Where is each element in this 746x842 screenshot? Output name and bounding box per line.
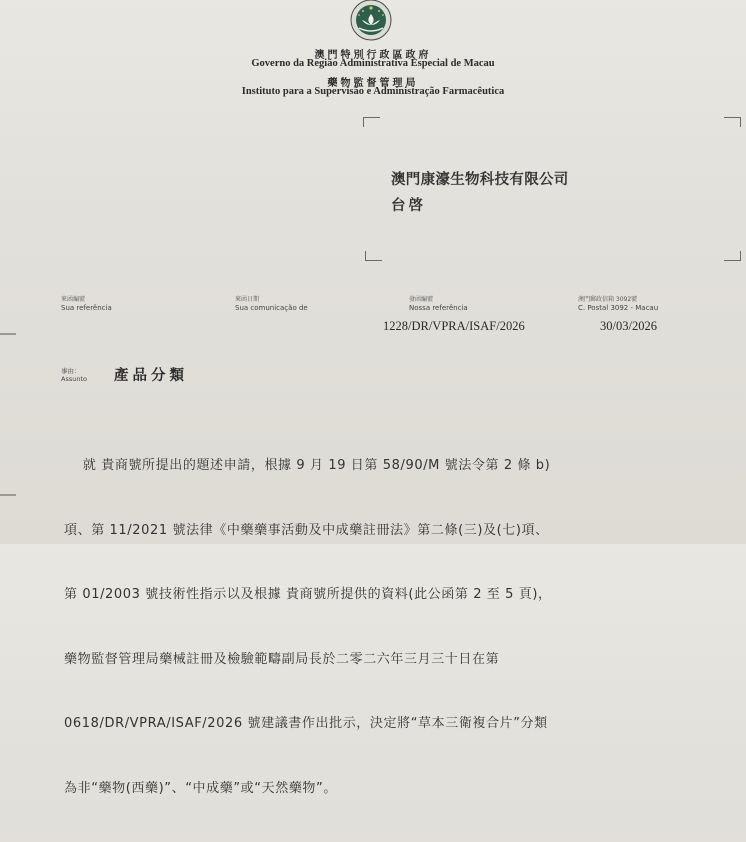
ref-label-cn: 來函編號 xyxy=(61,296,86,303)
fold-mark xyxy=(0,494,16,496)
body-line: 藥物監督管理局藥械註冊及檢驗範疇副局長於二零二六年三月三十日在第 xyxy=(64,651,500,667)
macau-emblem-icon xyxy=(343,0,399,44)
body-line: 就 貴商號所提出的題述申請，根據 9 月 19 日第 58/90/M 號法令第 2 條 b) xyxy=(64,458,551,473)
body-line: 項、第 11/2021 號法律《中藥藥事活動及中成藥註冊法》第二條(三)及(七)項、 xyxy=(64,522,549,538)
our-reference-number: 1228/DR/VPRA/ISAF/2026 xyxy=(383,319,525,333)
ref-label-pt: Nossa referência xyxy=(409,304,468,312)
subject-label xyxy=(61,367,87,383)
address-window-corner-bottom-right xyxy=(724,251,741,261)
government-name-pt: Governo da Região Administrativa Especial de Macau xyxy=(251,58,495,69)
ref-label-pt: Sua referência xyxy=(61,304,112,312)
ref-block-postal xyxy=(578,295,658,313)
letter-date: 30/03/2026 xyxy=(600,319,657,333)
recipient-salutation: 台啓 xyxy=(391,198,426,214)
address-window-corner-top-left xyxy=(363,117,380,127)
address-window-corner-bottom-left xyxy=(365,251,382,261)
ref-label-cn: 來函日期 xyxy=(235,296,260,303)
ref-block-your-communication xyxy=(235,295,308,313)
ref-label-pt: Sua comunicação de xyxy=(235,304,308,312)
subject-label-pt: Assunto xyxy=(61,375,87,383)
subject-text: 產品分類 xyxy=(114,368,188,384)
letter-body xyxy=(64,412,744,842)
address-window-corner-top-right xyxy=(724,117,741,127)
body-line: 0618/DR/VPRA/ISAF/2026 號建議書作出批示，決定將“草本三衛複合片”分類 xyxy=(64,716,548,731)
ref-label-cn: 澳門郵政信箱 3092號 xyxy=(578,296,638,303)
institute-name-cn: 藥物監督管理局 xyxy=(327,78,419,89)
subject-label-cn: 事由： xyxy=(61,367,81,375)
recipient-name: 澳門康濠生物科技有限公司 xyxy=(391,172,569,188)
ref-label-pt: C. Postal 3092 - Macau xyxy=(578,304,659,312)
fold-mark xyxy=(0,333,16,335)
ref-label-cn: 發函編號 xyxy=(409,296,434,303)
institute-name-pt: Instituto para a Supervisão e Administração Farmacêutica xyxy=(241,86,505,97)
ref-block-your-reference xyxy=(61,295,112,313)
body-line: 為非“藥物(西藥)”、“中成藥”或“天然藥物”。 xyxy=(64,780,337,796)
government-name-cn: 澳門特別行政區政府 xyxy=(314,50,432,61)
body-line: 第 01/2003 號技術性指示以及根據 貴商號所提供的資料(此公函第 2 至 5 頁)， xyxy=(64,587,552,602)
ref-block-our-reference xyxy=(409,295,468,313)
